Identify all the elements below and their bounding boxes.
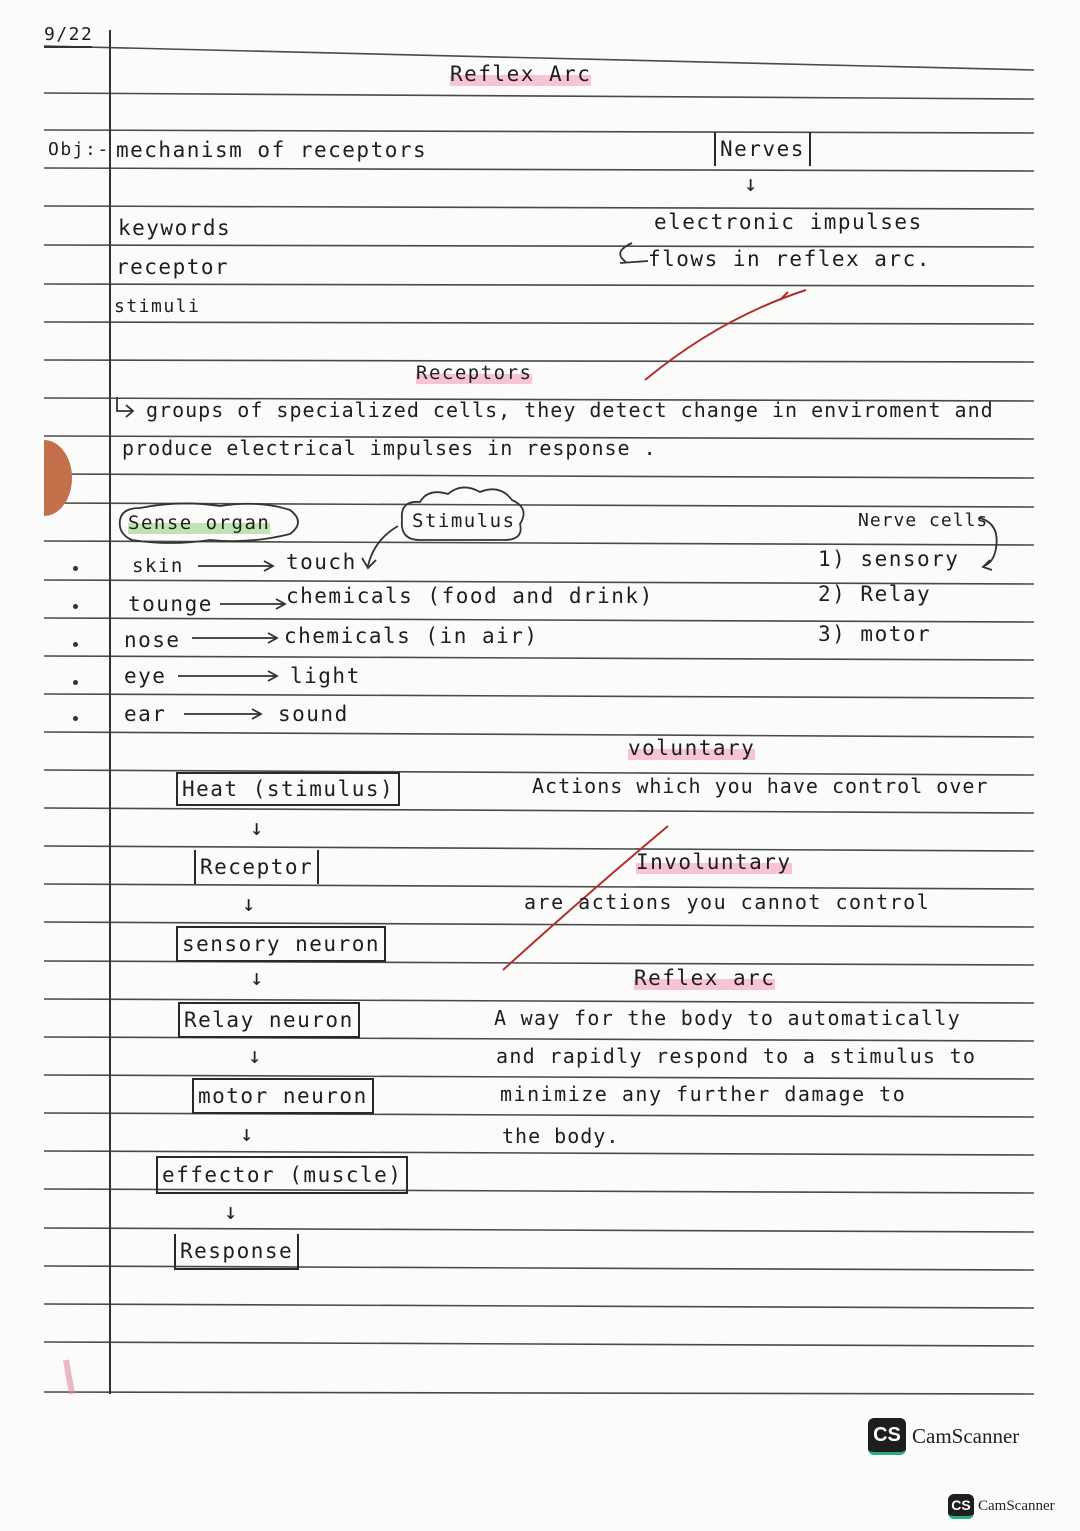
nerves-line-2: flows in reflex arc.	[648, 247, 931, 271]
objective-text: mechanism of receptors	[116, 138, 428, 162]
reflex-arc-line: minimize any further damage to	[500, 1082, 907, 1106]
flow-step-receptor: Receptor	[194, 850, 319, 884]
flow-arrow: ↓	[224, 1200, 238, 1225]
nerve-cell-item: 3) motor	[818, 622, 932, 646]
reflex-arc-line: and rapidly respond to a stimulus to	[496, 1044, 977, 1068]
involuntary-title: Involuntary	[636, 850, 792, 874]
nerves-box: Nerves	[714, 132, 811, 166]
nerve-cell-item: 1) sensory	[818, 547, 960, 571]
camscanner-name: CamScanner	[978, 1498, 1055, 1514]
bullet	[73, 604, 78, 609]
nerves-arrow: ↓	[744, 172, 758, 197]
receptors-heading: Receptors	[416, 362, 533, 384]
camscanner-watermark-small	[948, 1494, 1055, 1519]
nerve-cell-item: 2) Relay	[818, 582, 932, 606]
flow-step-relay-neuron: Relay neuron	[178, 1002, 360, 1038]
stimulus-header: Stimulus	[412, 510, 516, 532]
keyword-item: receptor	[116, 255, 230, 279]
reflex-arc-title: Reflex arc	[634, 966, 776, 990]
flow-arrow: ↓	[248, 1044, 262, 1069]
organ-cell: tounge	[128, 592, 213, 616]
flow-step-sensory-neuron: sensory neuron	[176, 926, 386, 962]
organ-cell: skin	[132, 555, 184, 577]
reflex-arc-line: the body.	[502, 1124, 620, 1148]
camscanner-logo-icon: CS	[948, 1494, 974, 1519]
organ-cell: ear	[124, 702, 167, 726]
flow-step-response: Response	[174, 1234, 299, 1270]
stimulus-cell: chemicals (food and drink)	[286, 584, 654, 608]
keyword-item: stimuli	[114, 296, 201, 317]
voluntary-title: voluntary	[628, 736, 756, 760]
bullet	[73, 566, 78, 571]
voluntary-text: Actions which you have control over	[532, 774, 989, 798]
flow-arrow: ↓	[250, 966, 264, 991]
sense-organ-header: Sense organ	[128, 512, 271, 534]
flow-arrow: ↓	[240, 1122, 254, 1147]
date: 9/22	[44, 24, 94, 45]
nerve-cells-header: Nerve cells	[858, 510, 989, 531]
stimulus-cell: sound	[278, 702, 349, 726]
flow-arrow: ↓	[250, 816, 264, 841]
reflex-arc-line: A way for the body to automatically	[494, 1006, 961, 1030]
camscanner-name: CamScanner	[912, 1424, 1020, 1448]
objective-label: Obj:-	[48, 139, 110, 160]
bullet	[73, 642, 78, 647]
organ-cell: nose	[124, 628, 181, 652]
flow-step-effector: effector (muscle)	[156, 1156, 408, 1194]
organ-cell: eye	[124, 664, 167, 688]
receptors-line-2: produce electrical impulses in response .	[122, 436, 657, 460]
flow-arrow: ↓	[242, 892, 256, 917]
bullet	[73, 716, 78, 721]
involuntary-text: are actions you cannot control	[524, 890, 931, 914]
camscanner-logo-icon: CS	[868, 1418, 906, 1455]
flow-step-motor-neuron: motor neuron	[192, 1078, 374, 1114]
bullet	[73, 680, 78, 685]
nerves-line-1: electronic impulses	[654, 210, 923, 234]
keywords-title: keywords	[118, 216, 232, 240]
stimulus-cell: touch	[286, 550, 357, 574]
page-title: Reflex Arc	[450, 62, 592, 86]
camscanner-watermark-large	[868, 1418, 1019, 1455]
stimulus-cell: chemicals (in air)	[284, 624, 539, 648]
receptors-line-1: groups of specialized cells, they detect change in enviroment and	[146, 398, 994, 422]
stimulus-cell: light	[290, 664, 361, 688]
flow-step-stimulus: Heat (stimulus)	[176, 772, 400, 806]
